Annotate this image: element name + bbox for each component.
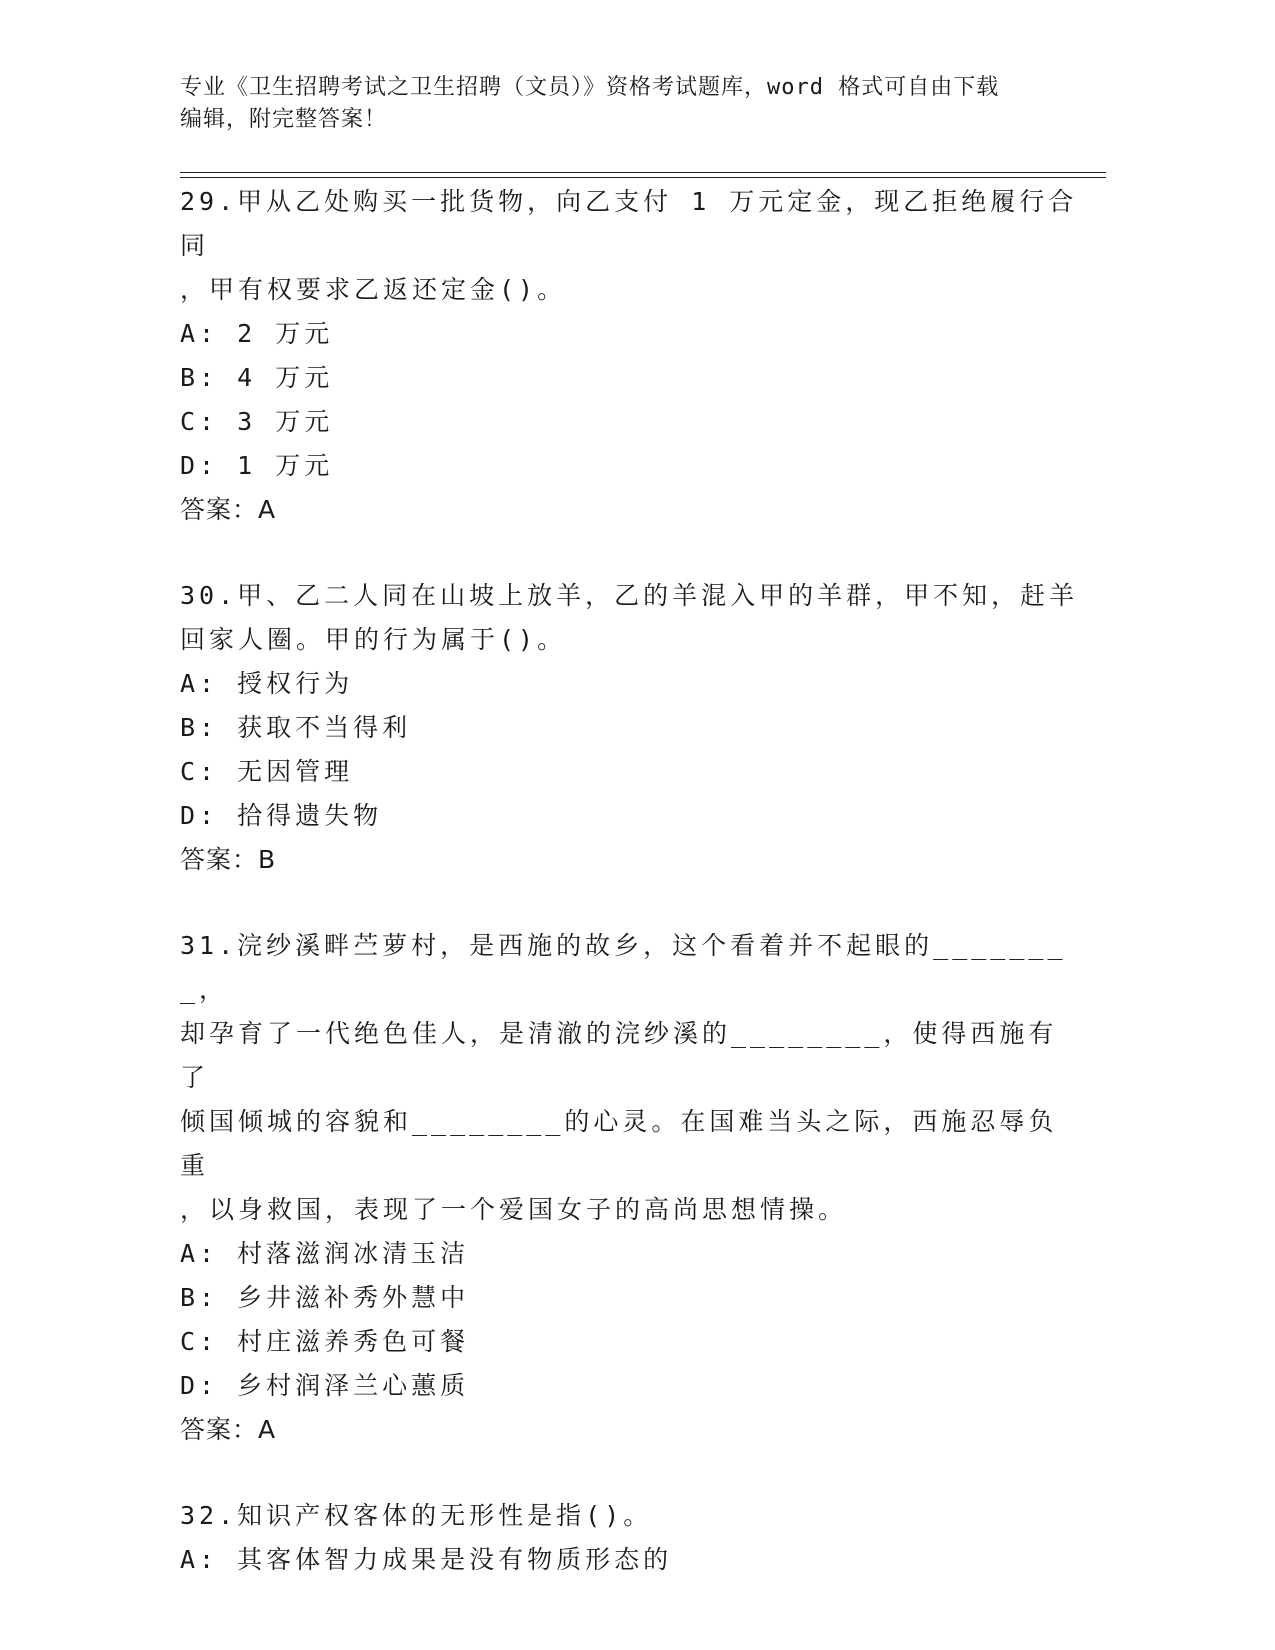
- question-list: [180, 180, 1080, 1582]
- option-c: C: 村庄滋养秀色可餐: [180, 1327, 470, 1356]
- question-text: 32.知识产权客体的无形性是指()。: [180, 1501, 653, 1530]
- question-text: 29.甲从乙处购买一批货物，向乙支付 1 万元定金，现乙拒绝履行合同 ，甲有权要求乙返还定金()。: [180, 187, 1078, 304]
- question-text: 31.浣纱溪畔苎萝村，是西施的故乡，这个看着并不起眼的________， 却孕育了一代绝色佳人，是清澈的浣纱溪的________，使得西施有了 倾国倾城的容貌和________的心灵。在国难当头之际，西施忍辱负重 ，以身救国，表现了一个爱国女子的高尚思想情操。: [180, 931, 1067, 1224]
- answer-label: 答案：A: [180, 495, 277, 524]
- option-b: B: 4 万元: [180, 363, 334, 392]
- question-29: [180, 180, 1080, 532]
- option-b: B: 乡井滋补秀外慧中: [180, 1283, 470, 1312]
- answer-label: 答案：A: [180, 1415, 277, 1444]
- question-spacer: [180, 882, 1080, 924]
- answer-label: 答案：B: [180, 845, 277, 874]
- header-rule-top: [180, 172, 1106, 173]
- question-32: [180, 1494, 1080, 1582]
- question-spacer: [180, 532, 1080, 574]
- question-text: 30.甲、乙二人同在山坡上放羊，乙的羊混入甲的羊群，甲不知，赶羊 回家人圈。甲的行为属于()。: [180, 581, 1079, 654]
- option-d: D: 拾得遗失物: [180, 801, 383, 830]
- header-rule-bottom: [180, 177, 1106, 178]
- option-b: B: 获取不当得利: [180, 713, 412, 742]
- option-c: C: 3 万元: [180, 407, 334, 436]
- question-30: [180, 574, 1080, 882]
- document-header: 专业《卫生招聘考试之卫生招聘（文员）》资格考试题库，word 格式可自由下载 编辑，附完整答案！: [180, 75, 1000, 132]
- question-spacer: [180, 1452, 1080, 1494]
- option-a: A: 2 万元: [180, 319, 334, 348]
- option-d: D: 1 万元: [180, 451, 334, 480]
- option-a: A: 授权行为: [180, 669, 354, 698]
- option-a: A: 村落滋润冰清玉洁: [180, 1239, 470, 1268]
- option-a: A: 其客体智力成果是没有物质形态的: [180, 1545, 673, 1574]
- option-c: C: 无因管理: [180, 757, 354, 786]
- question-31: [180, 924, 1080, 1452]
- option-d: D: 乡村润泽兰心蕙质: [180, 1371, 470, 1400]
